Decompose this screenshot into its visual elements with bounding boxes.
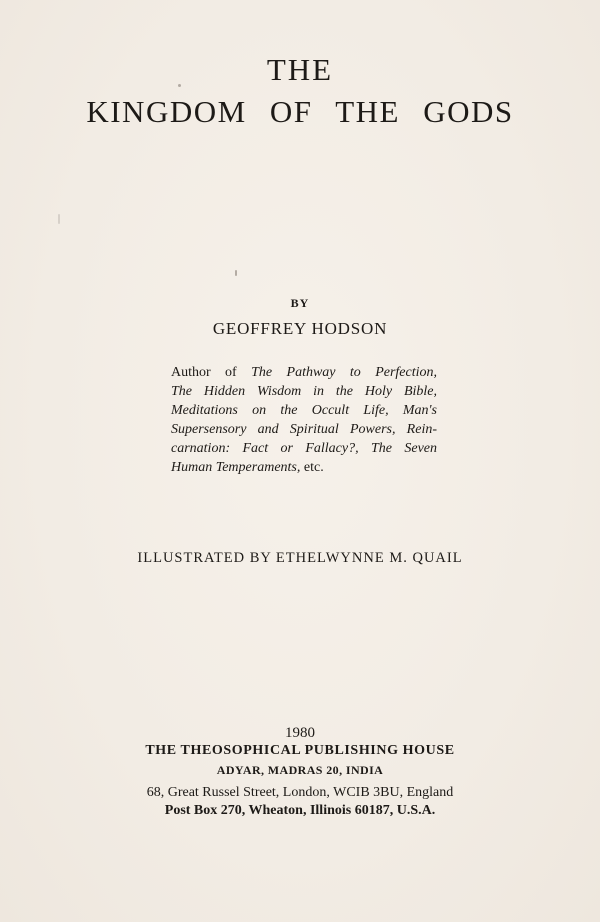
- bio-line-2: The Hidden Wisdom in the Holy Bible,: [171, 384, 437, 399]
- author-bio: [171, 363, 437, 477]
- illustrator-credit: ILLUSTRATED BY ETHELWYNNE M. QUAIL: [137, 550, 463, 566]
- author-name: GEOFFREY HODSON: [212, 319, 388, 338]
- book-title-line-1: THE: [266, 52, 334, 87]
- paper-speck: [178, 84, 181, 87]
- address-london: 68, Great Russel Street, London, WCIB 3BU, England: [146, 785, 454, 800]
- publication-year: 1980: [285, 725, 315, 741]
- address-usa: Post Box 270, Wheaton, Illinois 60187, U.S.A.: [164, 803, 436, 818]
- paper-speck: [58, 214, 60, 224]
- book-title-line-2: KINGDOM OF THE GODS: [86, 94, 514, 129]
- byline-by: BY: [290, 296, 310, 310]
- bio-line-5: carnation: Fact or Fallacy?, The Seven: [171, 441, 437, 456]
- bio-line-4: Supersensory and Spiritual Powers, Rein-: [171, 422, 437, 437]
- paper-speck: [235, 270, 237, 276]
- bio-line-1: Author of The Pathway to Perfection,: [171, 365, 437, 380]
- bio-line-6: Human Temperaments, etc.: [171, 460, 324, 475]
- bio-line-3: Meditations on the Occult Life, Man's: [171, 403, 437, 418]
- publisher-location: ADYAR, MADRAS 20, INDIA: [216, 763, 384, 777]
- publisher-name: THE THEOSOPHICAL PUBLISHING HOUSE: [145, 743, 455, 758]
